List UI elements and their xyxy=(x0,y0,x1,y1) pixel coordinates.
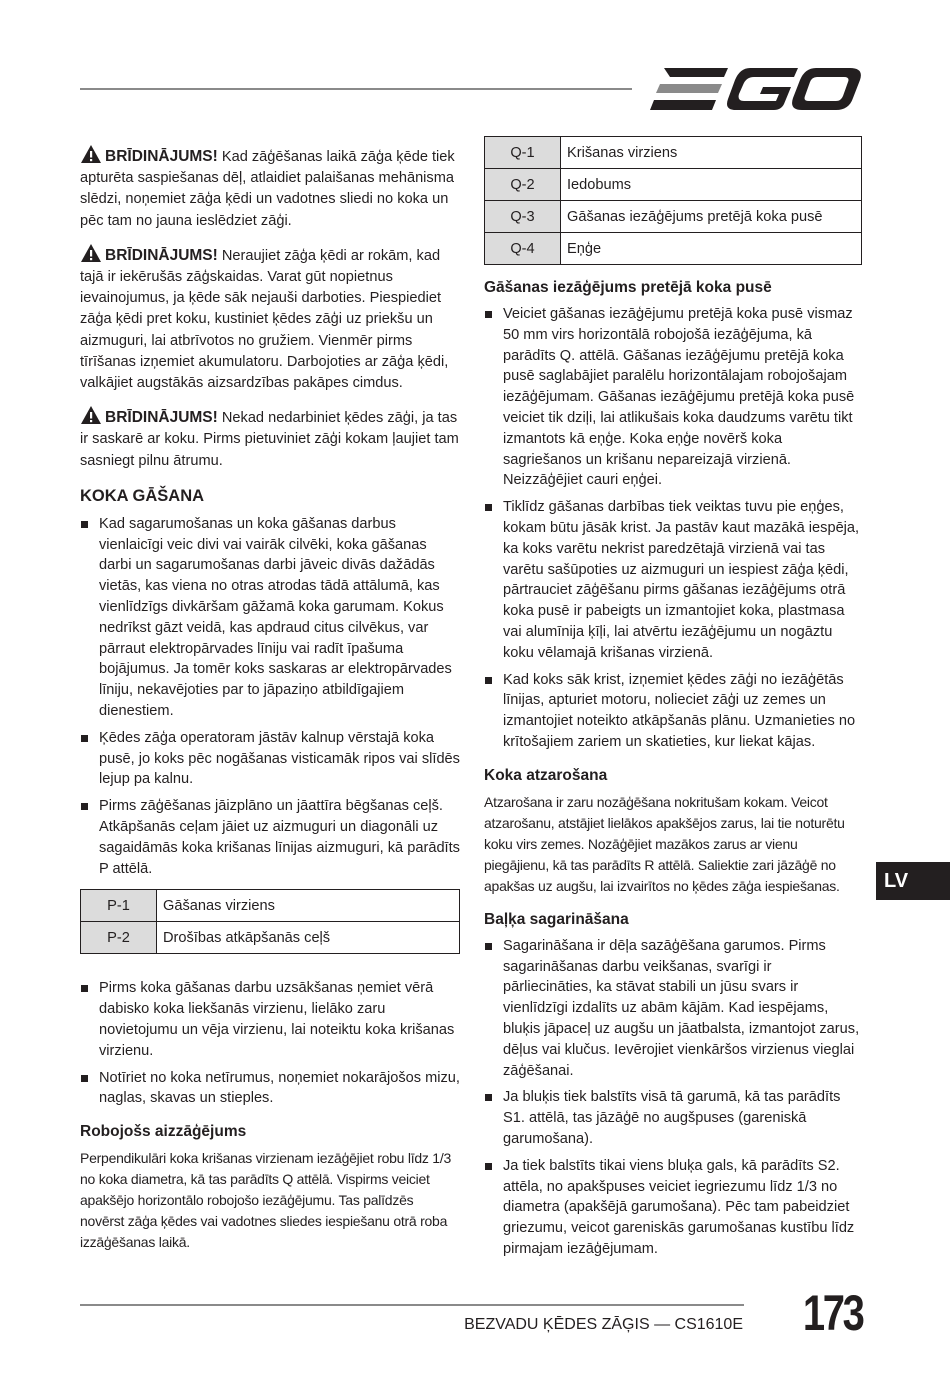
left-column xyxy=(80,144,460,1253)
legend-table-q xyxy=(484,136,862,265)
warning-label: BRĪDINĀJUMS! xyxy=(105,148,218,165)
subsection-title-notch: Robojošs aizzāģējums xyxy=(80,1123,247,1141)
body-paragraph: Perpendikulāri koka krišanas virzienam iezāģējiet robu līdz 1/3 no koka diametra, kā tas parādīts Q attēlā. Vispirms veiciet apakšējo horizontālo robojošo iezāģējumu. Tas palīdzēs novērst zāģa ķēdes vai vadotnes sliedes iespiešanu otrā roba izzāģēšanas laikā. xyxy=(80,1150,451,1251)
table-row xyxy=(81,922,460,954)
legend-desc: Krišanas virziens xyxy=(561,137,862,169)
right-column xyxy=(484,144,862,1266)
footer-title: BEZVADU ĶĒDES ZĀĢIS — CS1610E xyxy=(464,1316,743,1333)
list-item: Kad sagarumošanas un koka gāšanas darbus vienlaicīgi veic divi vai vairāk cilvēki, koka gāšanas darbi un sagarumošanas darbi jāveic divās dažādās vietās, kas viena no otras atrodas tādā attālumā, kas vienlīdzīgs divkāršam gāžamā koka garumam. Kokus nedrīkst gāzt veidā, kas apdraud citus cilvēkus, var pārraut elektropārvades līniju vai radīt īpašuma bojājumus. Ja tomēr koks saskaras ar elektropārvades līniju, nekavējoties par to jāpaziņo atbildīgajiem dienestiem. xyxy=(80,514,460,722)
table-row xyxy=(485,201,862,233)
list-item: Ja tiek balstīts tikai viens bluķa gals, kā parādīts S2. attēla, no apakšpuses veiciet iegriezumu līdz 1/3 no diametra (apakšējā garumošana). Pēc tam pabeidziet griezumu, veicot gareniskās garumošanas kustību līdz pirmajam iezāģējumam. xyxy=(484,1156,862,1260)
warning-triangle-icon xyxy=(80,243,102,263)
list-item: Ja bluķis tiek balstīts visā tā garumā, kā tas parādīts S1. attēlā, tas jāzāģē no augšpuses (gareniskā garumošana). xyxy=(484,1087,862,1149)
warning-paragraph xyxy=(80,144,460,232)
section-title-tree-felling: KOKA GĀŠANA xyxy=(80,486,205,505)
warning-triangle-icon xyxy=(80,144,102,164)
legend-table-p xyxy=(80,889,460,954)
warning-label: BRĪDINĀJUMS! xyxy=(105,246,218,264)
legend-desc: Eņģe xyxy=(561,233,862,265)
legend-code: Q-1 xyxy=(485,137,561,169)
legend-code: P-2 xyxy=(81,922,157,954)
bullet-list xyxy=(484,936,862,1260)
bullet-list xyxy=(80,978,460,1109)
warning-paragraph xyxy=(80,405,460,472)
list-item: Sagarināšana ir dēļa sazāģēšana garumos. Pirms sagarināšanas darbu veikšanas, svarīgi ir pārliecināties, ka stāvat stabili un jūsu svars ir vienlīdzīgi izdalīts uz abām kājām. Kad iespējams, bluķis jāpaceļ uz augšu un jāatbalsta, izmantojot zarus, dēļus vai klučus. Ievērojiet vienkāršos virzienus vieglai zāģēšanai. xyxy=(484,936,862,1082)
section-title-bucking: Baļķa sagarināšana xyxy=(484,910,629,928)
legend-code: Q-3 xyxy=(485,201,561,233)
warning-label: BRĪDINĀJUMS! xyxy=(105,409,218,427)
warning-text: Neraujiet zāģa ķēdi ar rokām, kad tajā ir iekērušās zāģskaidas. Varat gūt nopietnus ievainojumus, ja ķēde sāk nejauši darboties. Piespiediet zāģa ķēdi pret koku, kustiniet ķēdes zāģi uz priekšu un aizmuguri, lai atbrīvotos no gružiem. Vienmēr pirms tīrīšanas izņemiet akumulatoru. Darbojoties ar zāģa ķēdi, valkājiet augstākās aizsardzības pakāpes cimdus. xyxy=(80,247,449,392)
list-item: Notīriet no koka netīrumus, noņemiet nokarājošos mizu, naglas, skavas un stieples. xyxy=(80,1068,460,1110)
list-item: Pirms zāģēšanas jāizplāno un jāattīra bēgšanas ceļš. Atkāpšanās ceļam jāiet uz aizmuguri un diagonāli uz sagaidāmās koka krišanas līnijas aizmuguri, kā parādīts P attēlā. xyxy=(80,796,460,879)
section-title-felling-cut: Gāšanas iezāģējums pretējā koka pusē xyxy=(484,279,772,296)
legend-code: Q-2 xyxy=(485,169,561,201)
table-row xyxy=(485,169,862,201)
body-paragraph: Atzarošana ir zaru nozāģēšana nokritušam kokam. Veicot atzarošanu, atstājiet lielākos apakšējos zarus, lai tie noturētu koku virs zemes. Nozāģējiet mazākos zarus ar vienu piegājienu, kā tas parādīts R attēlā. Saliektie zari jāzāģē no apakšas uz augšu, lai izvairītos no ķēdes zāģa iespiešanas. xyxy=(484,793,845,894)
table-row xyxy=(485,233,862,265)
list-item: Tiklīdz gāšanas darbības tiek veiktas tuvu pie eņģes, kokam būtu jāsāk krist. Ja pastāv kaut mazākā iespēja, ka koks varētu nekrist paredzētajā virzienā vai tas varētu sašūpoties uz aizmuguri un iespiest zāģa ķēdi, pārtrauciet zāģēšanu pirms gāšanas iezāģējums otrā koka pusē ir pabeigts un izmantojiet koka, plastmasa vai alumīnija ķīļi, lai atvērtu iezāģējumu un nogāztu koku vēlamajā krišanas virzienā. xyxy=(484,497,862,663)
legend-desc: Gāšanas iezāģējums pretējā koka pusē xyxy=(561,201,862,233)
section-title-limbing: Koka atzarošana xyxy=(484,766,608,784)
page-number: 173 xyxy=(802,1285,862,1341)
legend-desc: Gāšanas virziens xyxy=(157,890,460,922)
warning-text: Kad zāģēšanas laikā zāģa ķēde tiek apturēta saspiešanas dēļ, atlaidiet palaišanas mehānisma slēdzi, noņemiet zāģa ķēdi un vadotnes sliedi no koka un pēc tam no jauna ieslēdziet zāģi. xyxy=(80,149,455,229)
legend-desc: Iedobums xyxy=(561,169,862,201)
legend-code: P-1 xyxy=(81,890,157,922)
bullet-list xyxy=(80,514,460,880)
footer-rule xyxy=(80,1304,744,1306)
warning-text: Nekad nedarbiniet ķēdes zāģi, ja tas ir saskarē ar koku. Pirms pietuviniet zāģi kokam ļaujiet tam sasniegt pilnu ātrumu. xyxy=(80,410,459,469)
warning-paragraph xyxy=(80,243,460,394)
list-item: Pirms koka gāšanas darbu uzsākšanas ņemiet vērā dabisko koka liekšanās virzienu, lielāko zaru novietojumu un vēja virzienu, lai noteiktu koka krišanas virzienu. xyxy=(80,978,460,1061)
header-rule xyxy=(80,88,632,90)
table-row xyxy=(81,890,460,922)
table-row xyxy=(485,137,862,169)
list-item: Ķēdes zāģa operatoram jāstāv kalnup vērstajā koka pusē, jo koks pēc nogāšanas visticamāk ripos vai slīdēs lejup pa kalnu. xyxy=(80,728,460,790)
ego-logo xyxy=(650,64,862,114)
warning-triangle-icon xyxy=(80,405,102,425)
bullet-list xyxy=(484,304,862,753)
list-item: Veiciet gāšanas iezāģējumu pretējā koka pusē vismaz 50 mm virs horizontālā robojošā iezāģējuma, kā parādīts Q. attēlā. Gāšanas iezāģējumu pretējā koka pusē saglabājiet paralēlu horizontālajam robojošajam iezāģējumam. Gāšanas iezāģējumu pretējā koka pusē veiciet tik dziļi, lai atlikušais koka daudzums varētu tikt izmantots kā eņģe. Koka eņģe novērš koka sagriešanos un krišanu nepareizajā virzienā. Neizzāģējiet cauri eņģei. xyxy=(484,304,862,491)
legend-desc: Drošības atkāpšanās ceļš xyxy=(157,922,460,954)
list-item: Kad koks sāk krist, izņemiet ķēdes zāģi no iezāģētās līnijas, apturiet motoru, nolieciet zāģi uz zemes un izmantojiet noteikto atkāpšanās plānu. Uzmanieties no krītošajiem zariem un skatieties, kur liekat kājas. xyxy=(484,670,862,753)
language-tab: LV xyxy=(876,862,950,900)
legend-code: Q-4 xyxy=(485,233,561,265)
